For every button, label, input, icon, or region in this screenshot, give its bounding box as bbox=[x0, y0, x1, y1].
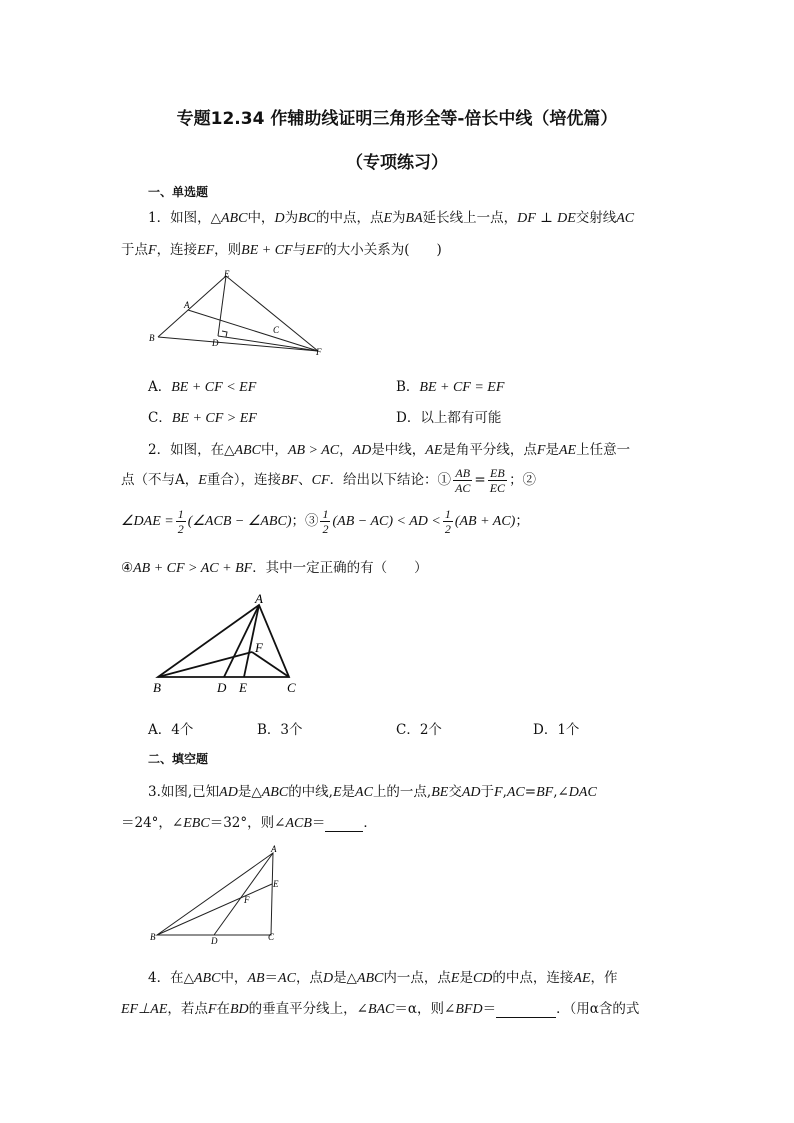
q3-line2: ＝24°，∠EBC＝32°，则∠ACB＝ ． bbox=[121, 815, 377, 831]
q1-label-B: B bbox=[149, 333, 155, 343]
q3-figure bbox=[140, 840, 290, 948]
q2-line1: 2．如图，在△ABC中，AB > AC，AD是中线，AE是角平分线，点F是AE上任意一 bbox=[148, 442, 631, 458]
q3-label-F: F bbox=[244, 895, 250, 905]
q2-option-a[interactable]: A．4个 bbox=[148, 722, 194, 738]
q3-line1: 3.如图,已知AD是△ABC的中线,E是AC上的一点,BE交AD于F,AC=BF,∠DAC bbox=[148, 784, 597, 800]
q2-line2: 点（不与A，E重合），连接BF、CF．给出以下结论：① $\frac{AB}{AC}$ = $\frac{EB}{EC}$ ；② bbox=[121, 466, 537, 495]
q2-line4: ④AB + CF > AC + BF．其中一定正确的有（ ） bbox=[121, 560, 428, 576]
q2-label-F: F bbox=[255, 640, 263, 655]
q1-line1: 1．如图，△ABC中，D为BC的中点，点E为BA延长线上一点，DF ⊥ DE交射线AC bbox=[148, 210, 635, 226]
q3-label-B: B bbox=[150, 932, 156, 942]
q3-answer-blank[interactable] bbox=[325, 815, 363, 832]
page-subtitle: （专项练习） bbox=[346, 153, 448, 173]
q1-line2: 于点F，连接EF，则BE + CF与EF的大小关系为( ) bbox=[121, 242, 442, 258]
q2-label-D: D bbox=[217, 680, 227, 695]
fraction-half-2: $\frac{1}{2}$ bbox=[322, 507, 329, 536]
q3-label-E: E bbox=[273, 879, 279, 889]
fraction-half-3: $\frac{1}{2}$ bbox=[444, 507, 451, 536]
q2-figure bbox=[148, 590, 308, 700]
q1-option-b[interactable]: B．BE + CF = EF bbox=[396, 379, 505, 395]
q2-line3: ∠DAE = $\frac{1}{2}$ (∠ACB − ∠ABC)；③ $\frac{1}{2}$ (AB − AC) < AD < $\frac{1}{2}$ (AB + AC)； bbox=[121, 507, 529, 536]
q3-label-D: D bbox=[211, 936, 218, 946]
q1-label-E: E bbox=[224, 269, 230, 279]
q2-option-c[interactable]: C．2个 bbox=[396, 722, 442, 738]
q1-option-a[interactable]: A．BE + CF < EF bbox=[148, 379, 257, 395]
q2-label-C: C bbox=[287, 680, 296, 695]
q4-line1: 4．在△ABC中，AB＝AC，点D是△ABC内一点，点E是CD的中点，连接AE，作 bbox=[148, 970, 618, 986]
fraction-eb-ec: $\frac{EB}{EC}$ bbox=[489, 466, 506, 495]
q4-line2: EF⊥AE，若点F在BD的垂直平分线上，∠BAC＝α，则∠BFD＝ ．（用α含的式 bbox=[121, 1001, 640, 1017]
fraction-half-1: $\frac{1}{2}$ bbox=[177, 507, 184, 536]
q1-option-d[interactable]: D．以上都有可能 bbox=[396, 410, 502, 426]
q2-option-b[interactable]: B．3个 bbox=[257, 722, 303, 738]
page-title: 专题12.34 作辅助线证明三角形全等-倍长中线（培优篇） bbox=[176, 109, 618, 129]
q1-label-C: C bbox=[273, 325, 280, 335]
q4-answer-blank[interactable] bbox=[496, 1001, 556, 1018]
q1-label-A: A bbox=[184, 300, 190, 310]
q1-label-F: F bbox=[316, 347, 322, 357]
q2-label-E: E bbox=[239, 680, 247, 695]
q3-label-A: A bbox=[271, 844, 277, 854]
section-heading-fill-in: 二、填空题 bbox=[148, 752, 209, 766]
q1-option-c[interactable]: C．BE + CF > EF bbox=[148, 410, 257, 426]
q1-label-D: D bbox=[212, 338, 219, 348]
q2-option-d[interactable]: D．1个 bbox=[533, 722, 580, 738]
fraction-ab-ac: $\frac{AB}{AC}$ bbox=[455, 466, 471, 495]
q2-label-A: A bbox=[255, 591, 263, 606]
q2-label-B: B bbox=[153, 680, 161, 695]
q1-figure bbox=[140, 268, 340, 360]
section-heading-single-choice: 一、单选题 bbox=[148, 185, 209, 199]
q3-label-C: C bbox=[268, 932, 275, 942]
